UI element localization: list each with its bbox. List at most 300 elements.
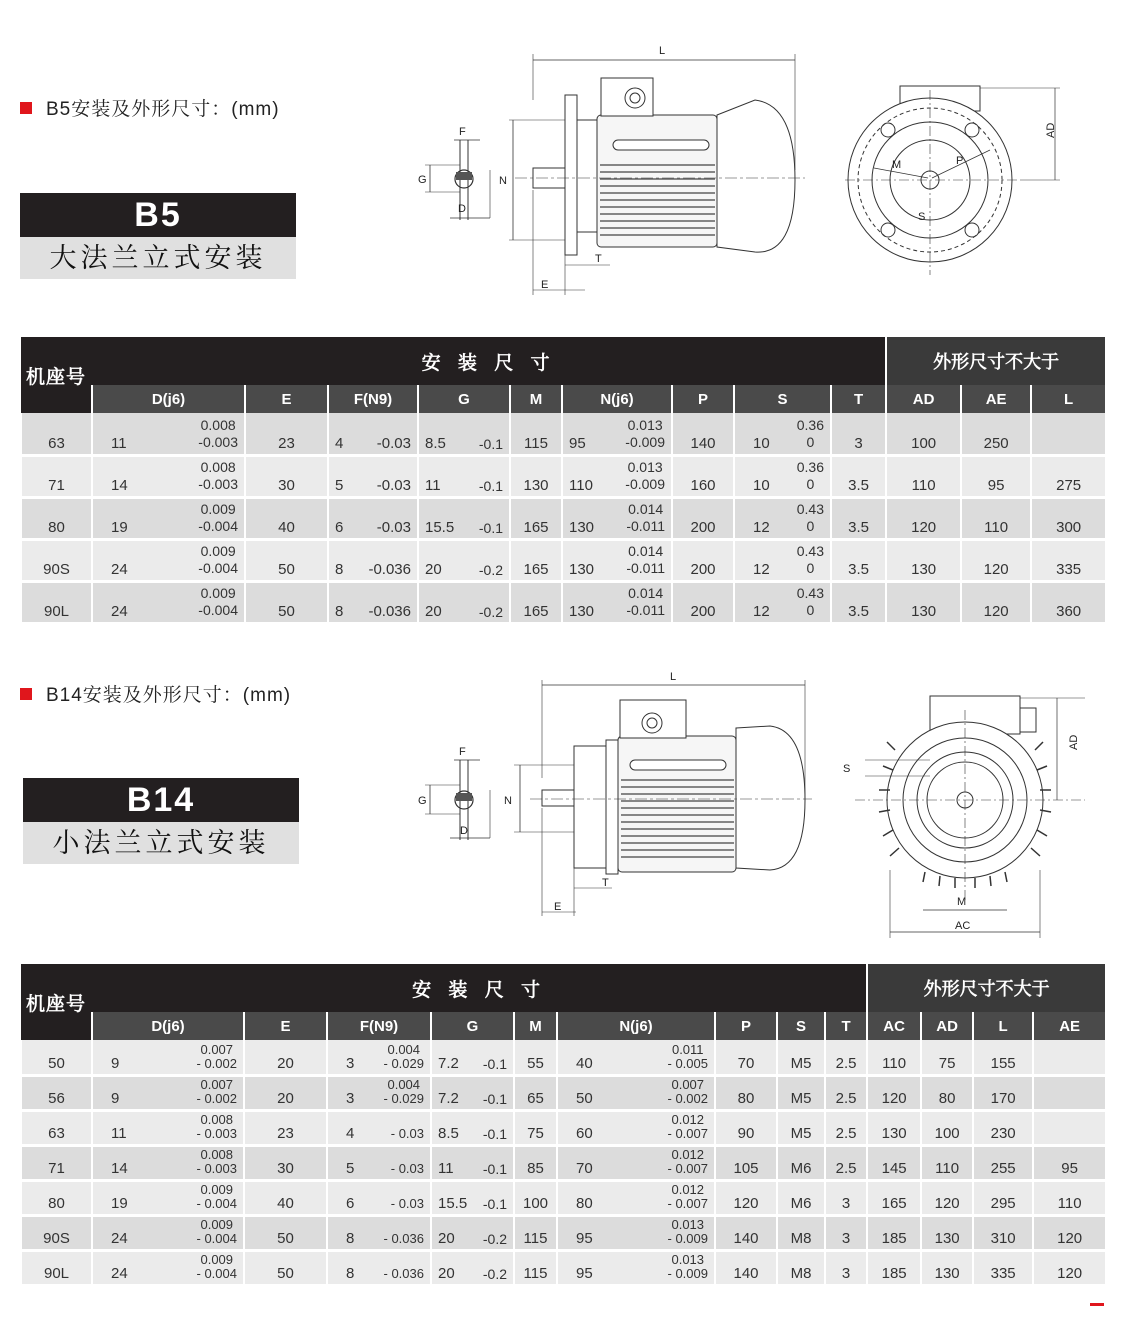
b14-label-d: D bbox=[460, 825, 468, 837]
tolerance bbox=[626, 501, 665, 536]
b14-col-p: P bbox=[715, 1012, 777, 1040]
tol-lower: - 0.029 bbox=[383, 1056, 424, 1072]
tol-lower: - 0.036 bbox=[383, 1231, 424, 1247]
tol-lower: - 0.002 bbox=[196, 1091, 237, 1107]
cell-m: 165 bbox=[510, 497, 562, 539]
b5-col-s: S bbox=[734, 385, 831, 413]
tol-upper: 0.36 bbox=[796, 416, 824, 433]
cell-ae: 120 bbox=[961, 539, 1031, 581]
cell-l: 155 bbox=[973, 1040, 1033, 1075]
tol-upper: 0.43 bbox=[796, 542, 824, 559]
g-tol: -0.2 bbox=[478, 603, 503, 620]
cell-ae bbox=[1033, 1110, 1105, 1145]
cell-t: 2.5 bbox=[825, 1075, 867, 1110]
b5-motor-front-view bbox=[840, 80, 1070, 280]
cell-frame: 50 bbox=[21, 1040, 92, 1075]
tolerance bbox=[625, 459, 665, 494]
cell-p: 80 bbox=[715, 1075, 777, 1110]
b14-col-m: M bbox=[514, 1012, 557, 1040]
table-row bbox=[21, 1180, 1105, 1215]
b5-label-p: P bbox=[956, 155, 964, 167]
table-row bbox=[21, 1040, 1105, 1075]
cell-m: 165 bbox=[510, 581, 562, 623]
cell-t: 3 bbox=[825, 1180, 867, 1215]
cell-ae: 110 bbox=[961, 497, 1031, 539]
tol-upper: 0.013 bbox=[671, 1216, 705, 1232]
table-row bbox=[21, 1110, 1105, 1145]
cell-l: 255 bbox=[973, 1145, 1033, 1180]
tol-lower: - 0.003 bbox=[196, 1126, 237, 1142]
cell-s: M6 bbox=[777, 1145, 825, 1180]
tol-lower: - 0.03 bbox=[390, 1126, 424, 1142]
tol-lower: - 0.005 bbox=[667, 1056, 708, 1072]
cell-t: 3 bbox=[825, 1215, 867, 1250]
cell-l bbox=[1031, 413, 1105, 455]
b5-motor-side-view bbox=[495, 40, 815, 300]
cell-e: 40 bbox=[244, 1180, 327, 1215]
cell-f: 4 - 0.03 bbox=[327, 1110, 431, 1145]
cell-m: 115 bbox=[510, 413, 562, 455]
cell-f: 8 -0.036 bbox=[328, 581, 418, 623]
cell-frame: 80 bbox=[21, 497, 92, 539]
b14-label-n: N bbox=[504, 795, 512, 807]
cell-m: 115 bbox=[514, 1215, 557, 1250]
tolerance bbox=[198, 585, 238, 620]
b5-col-g: G bbox=[418, 385, 510, 413]
tol-lower: - 0.036 bbox=[383, 1266, 424, 1282]
cell-g: 20 -0.2 bbox=[431, 1215, 514, 1250]
cell-g: 20 -0.2 bbox=[418, 581, 510, 623]
cell-s: M5 bbox=[777, 1040, 825, 1075]
b5-label-f: F bbox=[459, 126, 466, 138]
tol-lower: - 0.004 bbox=[196, 1196, 237, 1212]
cell-l: 360 bbox=[1031, 581, 1105, 623]
tol-lower: -0.003 bbox=[198, 434, 238, 450]
cell-n: 50 0.007 - 0.002 bbox=[557, 1075, 715, 1110]
b14-col-t: T bbox=[825, 1012, 867, 1040]
tol-upper: 0.014 bbox=[628, 500, 664, 517]
tolerance bbox=[797, 543, 824, 578]
tolerance bbox=[797, 459, 824, 494]
g-tol: -0.2 bbox=[478, 561, 503, 578]
tolerance bbox=[197, 1183, 237, 1212]
tol-upper: 0.009 bbox=[200, 1251, 234, 1267]
cell-frame: 80 bbox=[21, 1180, 92, 1215]
cell-t: 2.5 bbox=[825, 1145, 867, 1180]
table-row bbox=[21, 581, 1105, 623]
cell-ad: 130 bbox=[886, 539, 961, 581]
tol-lower: - 0.03 bbox=[390, 1196, 424, 1212]
b5-spec-table bbox=[20, 337, 1105, 625]
cell-m: 130 bbox=[510, 455, 562, 497]
tol-upper: 0.011 bbox=[671, 1041, 704, 1057]
tol-lower: - 0.007 bbox=[667, 1126, 708, 1142]
cell-s: M8 bbox=[777, 1250, 825, 1285]
cell-m: 100 bbox=[514, 1180, 557, 1215]
cell-f: 4 -0.03 bbox=[328, 413, 418, 455]
b5-col-p: P bbox=[672, 385, 734, 413]
tolerance bbox=[197, 1148, 237, 1177]
tol-upper: 0.008 bbox=[200, 1111, 234, 1127]
b5-col-m: M bbox=[510, 385, 562, 413]
tolerance bbox=[384, 1078, 424, 1107]
cell-d: 11 0.008 - 0.003 bbox=[92, 1110, 244, 1145]
cell-d: 19 0.009 -0.004 bbox=[92, 497, 245, 539]
b14-motor-side-view bbox=[500, 668, 820, 923]
tol-upper: 0.009 bbox=[200, 1216, 234, 1232]
cell-g: 8.5 -0.1 bbox=[431, 1110, 514, 1145]
g-tol: -0.1 bbox=[478, 477, 503, 494]
cell-t: 3.5 bbox=[831, 455, 886, 497]
b5-outline-group-header: 外形尺寸不大于 bbox=[886, 337, 1105, 385]
b14-col-f: F(N9) bbox=[327, 1012, 431, 1040]
g-tol: -0.1 bbox=[478, 435, 503, 452]
b5-table-body bbox=[21, 413, 1105, 623]
cell-p: 140 bbox=[672, 413, 734, 455]
cell-f: 3 0.004 - 0.029 bbox=[327, 1040, 431, 1075]
b5-label-n: N bbox=[499, 175, 507, 187]
cell-f: 8 - 0.036 bbox=[327, 1250, 431, 1285]
cell-ae: 120 bbox=[961, 581, 1031, 623]
tolerance bbox=[668, 1218, 708, 1247]
g-tol: -0.2 bbox=[482, 1265, 507, 1282]
cell-g: 7.2 -0.1 bbox=[431, 1040, 514, 1075]
g-tol: -0.1 bbox=[482, 1055, 507, 1072]
cell-n: 80 0.012 - 0.007 bbox=[557, 1180, 715, 1215]
cell-s: M5 bbox=[777, 1110, 825, 1145]
cell-p: 160 bbox=[672, 455, 734, 497]
b14-frame-header: 机座号 bbox=[21, 964, 92, 1040]
table-row bbox=[21, 539, 1105, 581]
b14-label-ad: AD bbox=[1068, 734, 1080, 750]
cell-d: 11 0.008 -0.003 bbox=[92, 413, 245, 455]
cell-g: 20 -0.2 bbox=[431, 1250, 514, 1285]
tolerance bbox=[668, 1043, 708, 1072]
b14-col-d: D(j6) bbox=[92, 1012, 244, 1040]
cell-ac: 130 bbox=[867, 1110, 921, 1145]
cell-d: 24 0.009 -0.004 bbox=[92, 539, 245, 581]
cell-d: 14 0.008 - 0.003 bbox=[92, 1145, 244, 1180]
tolerance bbox=[197, 1253, 237, 1282]
b5-label-s: S bbox=[918, 211, 926, 223]
cell-s: 10 0.36 0 bbox=[734, 455, 831, 497]
cell-l: 170 bbox=[973, 1075, 1033, 1110]
b5-col-t: T bbox=[831, 385, 886, 413]
cell-ac: 165 bbox=[867, 1180, 921, 1215]
b5-badge bbox=[20, 193, 296, 279]
b5-install-group-header: 安 装 尺 寸 bbox=[92, 337, 886, 385]
cell-n: 130 0.014 -0.011 bbox=[562, 497, 672, 539]
tol-upper: 0.013 bbox=[671, 1251, 705, 1267]
tol-lower: - 0.029 bbox=[383, 1091, 424, 1107]
b5-label-l: L bbox=[659, 45, 666, 57]
b5-col-ae: AE bbox=[961, 385, 1031, 413]
cell-frame: 90S bbox=[21, 539, 92, 581]
b14-col-n: N(j6) bbox=[557, 1012, 715, 1040]
g-tol: -0.2 bbox=[482, 1230, 507, 1247]
table-row bbox=[21, 1215, 1105, 1250]
cell-frame: 90S bbox=[21, 1215, 92, 1250]
tolerance bbox=[198, 459, 238, 494]
cell-n: 70 0.012 - 0.007 bbox=[557, 1145, 715, 1180]
cell-ae bbox=[1033, 1075, 1105, 1110]
cell-f: 5 -0.03 bbox=[328, 455, 418, 497]
cell-d: 24 0.009 -0.004 bbox=[92, 581, 245, 623]
b14-badge bbox=[23, 778, 299, 864]
tolerance bbox=[668, 1183, 708, 1212]
cell-ad: 110 bbox=[886, 455, 961, 497]
table-row bbox=[21, 497, 1105, 539]
cell-t: 2.5 bbox=[825, 1110, 867, 1145]
cell-s: M8 bbox=[777, 1215, 825, 1250]
cell-m: 55 bbox=[514, 1040, 557, 1075]
cell-ae: 95 bbox=[961, 455, 1031, 497]
cell-p: 120 bbox=[715, 1180, 777, 1215]
b5-badge-text: 大法兰立式安装 bbox=[20, 237, 296, 279]
cell-frame: 71 bbox=[21, 1145, 92, 1180]
cell-e: 50 bbox=[245, 581, 328, 623]
tolerance bbox=[384, 1043, 424, 1072]
tol-upper: 0.014 bbox=[628, 542, 664, 559]
b14-badge-text: 小法兰立式安装 bbox=[23, 822, 299, 864]
cell-ae: 120 bbox=[1033, 1250, 1105, 1285]
cell-d: 24 0.009 - 0.004 bbox=[92, 1215, 244, 1250]
b5-col-l: L bbox=[1031, 385, 1105, 413]
cell-ae: 120 bbox=[1033, 1215, 1105, 1250]
table-row bbox=[21, 413, 1105, 455]
b14-col-s: S bbox=[777, 1012, 825, 1040]
cell-f: 6 - 0.03 bbox=[327, 1180, 431, 1215]
cell-g: 7.2 -0.1 bbox=[431, 1075, 514, 1110]
cell-p: 90 bbox=[715, 1110, 777, 1145]
tol-upper: 0.012 bbox=[671, 1146, 705, 1162]
cell-l: 335 bbox=[973, 1250, 1033, 1285]
b5-frame-header: 机座号 bbox=[21, 337, 92, 413]
cell-ad: 100 bbox=[886, 413, 961, 455]
tolerance bbox=[391, 1162, 424, 1176]
cell-t: 3.5 bbox=[831, 581, 886, 623]
g-tol: -0.1 bbox=[482, 1125, 507, 1142]
tolerance bbox=[797, 585, 824, 620]
tol-lower: -0.004 bbox=[198, 602, 238, 618]
tol-upper: 0.014 bbox=[628, 584, 664, 601]
cell-l: 295 bbox=[973, 1180, 1033, 1215]
tol-lower: 0 bbox=[806, 476, 815, 492]
tolerance bbox=[797, 417, 824, 452]
tol-upper: 0.007 bbox=[671, 1076, 705, 1092]
tol-upper: 0.009 bbox=[200, 584, 236, 601]
tol-upper: 0.009 bbox=[200, 500, 236, 517]
tol-lower: 0 bbox=[806, 560, 815, 576]
cell-e: 20 bbox=[244, 1040, 327, 1075]
b14-spec-table bbox=[20, 964, 1105, 1287]
cell-e: 20 bbox=[244, 1075, 327, 1110]
b5-col-e: E bbox=[245, 385, 328, 413]
tolerance bbox=[384, 1267, 424, 1281]
tolerance bbox=[668, 1113, 708, 1142]
tolerance bbox=[391, 1127, 424, 1141]
b14-install-group-header: 安 装 尺 寸 bbox=[92, 964, 867, 1012]
tol-lower: -0.011 bbox=[626, 560, 665, 576]
cell-g: 11 -0.1 bbox=[431, 1145, 514, 1180]
cell-e: 50 bbox=[245, 539, 328, 581]
cell-ad: 110 bbox=[921, 1145, 973, 1180]
cell-p: 200 bbox=[672, 497, 734, 539]
cell-s: 12 0.43 0 bbox=[734, 539, 831, 581]
cell-ac: 110 bbox=[867, 1040, 921, 1075]
b14-label-t: T bbox=[602, 877, 609, 889]
tolerance bbox=[198, 543, 238, 578]
tol-upper: 0.008 bbox=[200, 1146, 234, 1162]
tolerance bbox=[625, 417, 665, 452]
cell-p: 140 bbox=[715, 1250, 777, 1285]
cell-t: 2.5 bbox=[825, 1040, 867, 1075]
cell-ad: 130 bbox=[921, 1250, 973, 1285]
tol-lower: 0 bbox=[806, 434, 815, 450]
cell-m: 165 bbox=[510, 539, 562, 581]
cell-m: 115 bbox=[514, 1250, 557, 1285]
tol-upper: 0.007 bbox=[200, 1076, 234, 1092]
cell-n: 95 0.013 -0.009 bbox=[562, 413, 672, 455]
cell-ac: 185 bbox=[867, 1250, 921, 1285]
cell-e: 30 bbox=[245, 455, 328, 497]
tol-upper: 0.012 bbox=[671, 1111, 705, 1127]
tol-lower: - 0.03 bbox=[390, 1161, 424, 1177]
cell-d: 9 0.007 - 0.002 bbox=[92, 1040, 244, 1075]
cell-s: M6 bbox=[777, 1180, 825, 1215]
tolerance bbox=[668, 1078, 708, 1107]
cell-f: 8 - 0.036 bbox=[327, 1215, 431, 1250]
tolerance bbox=[391, 1197, 424, 1211]
tol-upper: 0.009 bbox=[200, 1181, 234, 1197]
tolerance bbox=[797, 501, 824, 536]
cell-ad: 100 bbox=[921, 1110, 973, 1145]
tolerance bbox=[197, 1113, 237, 1142]
cell-t: 3 bbox=[825, 1250, 867, 1285]
b5-col-d: D(j6) bbox=[92, 385, 245, 413]
cell-ae: 95 bbox=[1033, 1145, 1105, 1180]
cell-d: 24 0.009 - 0.004 bbox=[92, 1250, 244, 1285]
tol-upper: 0.009 bbox=[200, 542, 236, 559]
cell-n: 130 0.014 -0.011 bbox=[562, 539, 672, 581]
b5-heading bbox=[20, 94, 280, 121]
b14-label-l: L bbox=[670, 671, 677, 683]
cell-e: 30 bbox=[244, 1145, 327, 1180]
tol-lower: -0.011 bbox=[626, 602, 665, 618]
tol-lower: - 0.009 bbox=[667, 1266, 708, 1282]
cell-d: 19 0.009 - 0.004 bbox=[92, 1180, 244, 1215]
g-tol: -0.1 bbox=[482, 1090, 507, 1107]
cell-e: 50 bbox=[244, 1215, 327, 1250]
cell-d: 9 0.007 - 0.002 bbox=[92, 1075, 244, 1110]
cell-l: 310 bbox=[973, 1215, 1033, 1250]
tolerance bbox=[626, 585, 665, 620]
cell-t: 3 bbox=[831, 413, 886, 455]
b14-label-m: M bbox=[957, 896, 967, 908]
tol-upper: 0.004 bbox=[387, 1076, 421, 1092]
table-row bbox=[21, 1145, 1105, 1180]
tolerance bbox=[384, 1232, 424, 1246]
cell-n: 110 0.013 -0.009 bbox=[562, 455, 672, 497]
b5-label-m: M bbox=[892, 159, 902, 171]
cell-l: 335 bbox=[1031, 539, 1105, 581]
tolerance bbox=[668, 1253, 708, 1282]
g-tol: -0.1 bbox=[482, 1160, 507, 1177]
g-tol: -0.1 bbox=[482, 1195, 507, 1212]
tol-lower: -0.004 bbox=[198, 518, 238, 534]
cell-g: 8.5 -0.1 bbox=[418, 413, 510, 455]
table-row bbox=[21, 455, 1105, 497]
b14-heading bbox=[20, 680, 291, 707]
cell-frame: 90L bbox=[21, 581, 92, 623]
tol-lower: 0 bbox=[806, 602, 815, 618]
cell-ad: 130 bbox=[886, 581, 961, 623]
b14-col-ae: AE bbox=[1033, 1012, 1105, 1040]
cell-frame: 63 bbox=[21, 413, 92, 455]
tol-upper: 0.013 bbox=[627, 416, 663, 433]
cell-s: 12 0.43 0 bbox=[734, 581, 831, 623]
cell-m: 85 bbox=[514, 1145, 557, 1180]
tol-lower: - 0.004 bbox=[196, 1266, 237, 1282]
cell-n: 95 0.013 - 0.009 bbox=[557, 1250, 715, 1285]
cell-s: 12 0.43 0 bbox=[734, 497, 831, 539]
b5-label-t: T bbox=[595, 253, 602, 265]
cell-g: 15.5 -0.1 bbox=[431, 1180, 514, 1215]
b5-label-g: G bbox=[418, 174, 427, 186]
tol-lower: - 0.002 bbox=[667, 1091, 708, 1107]
cell-ae bbox=[1033, 1040, 1105, 1075]
b14-outline-group-header: 外形尺寸不大于 bbox=[867, 964, 1105, 1012]
b14-label-ac: AC bbox=[955, 920, 971, 932]
cell-frame: 56 bbox=[21, 1075, 92, 1110]
red-bullet-icon bbox=[20, 688, 32, 700]
cell-ad: 120 bbox=[921, 1180, 973, 1215]
cell-m: 65 bbox=[514, 1075, 557, 1110]
cell-p: 200 bbox=[672, 581, 734, 623]
b14-col-ad: AD bbox=[921, 1012, 973, 1040]
b5-heading-text: B5安装及外形尺寸：(mm) bbox=[46, 99, 280, 120]
cell-ae: 110 bbox=[1033, 1180, 1105, 1215]
b14-col-e: E bbox=[244, 1012, 327, 1040]
cell-ac: 145 bbox=[867, 1145, 921, 1180]
cell-ad: 80 bbox=[921, 1075, 973, 1110]
tol-lower: - 0.007 bbox=[667, 1196, 708, 1212]
red-accent-line bbox=[1090, 1303, 1104, 1306]
table-row bbox=[21, 1250, 1105, 1285]
b14-col-g: G bbox=[431, 1012, 514, 1040]
cell-frame: 71 bbox=[21, 455, 92, 497]
cell-e: 23 bbox=[245, 413, 328, 455]
cell-n: 60 0.012 - 0.007 bbox=[557, 1110, 715, 1145]
cell-p: 140 bbox=[715, 1215, 777, 1250]
tolerance bbox=[198, 417, 238, 452]
b5-col-f: F(N9) bbox=[328, 385, 418, 413]
tolerance bbox=[668, 1148, 708, 1177]
tol-upper: 0.004 bbox=[387, 1041, 421, 1057]
b14-heading-text: B14安装及外形尺寸：(mm) bbox=[46, 685, 292, 706]
tolerance bbox=[198, 501, 238, 536]
cell-ad: 120 bbox=[886, 497, 961, 539]
g-tol: -0.1 bbox=[478, 519, 503, 536]
red-bullet-icon bbox=[20, 102, 32, 114]
cell-f: 5 - 0.03 bbox=[327, 1145, 431, 1180]
tol-lower: 0 bbox=[806, 518, 815, 534]
tol-lower: -0.009 bbox=[625, 476, 665, 492]
b5-label-ad: AD bbox=[1045, 122, 1057, 138]
tolerance bbox=[197, 1218, 237, 1247]
cell-n: 40 0.011 - 0.005 bbox=[557, 1040, 715, 1075]
cell-g: 20 -0.2 bbox=[418, 539, 510, 581]
